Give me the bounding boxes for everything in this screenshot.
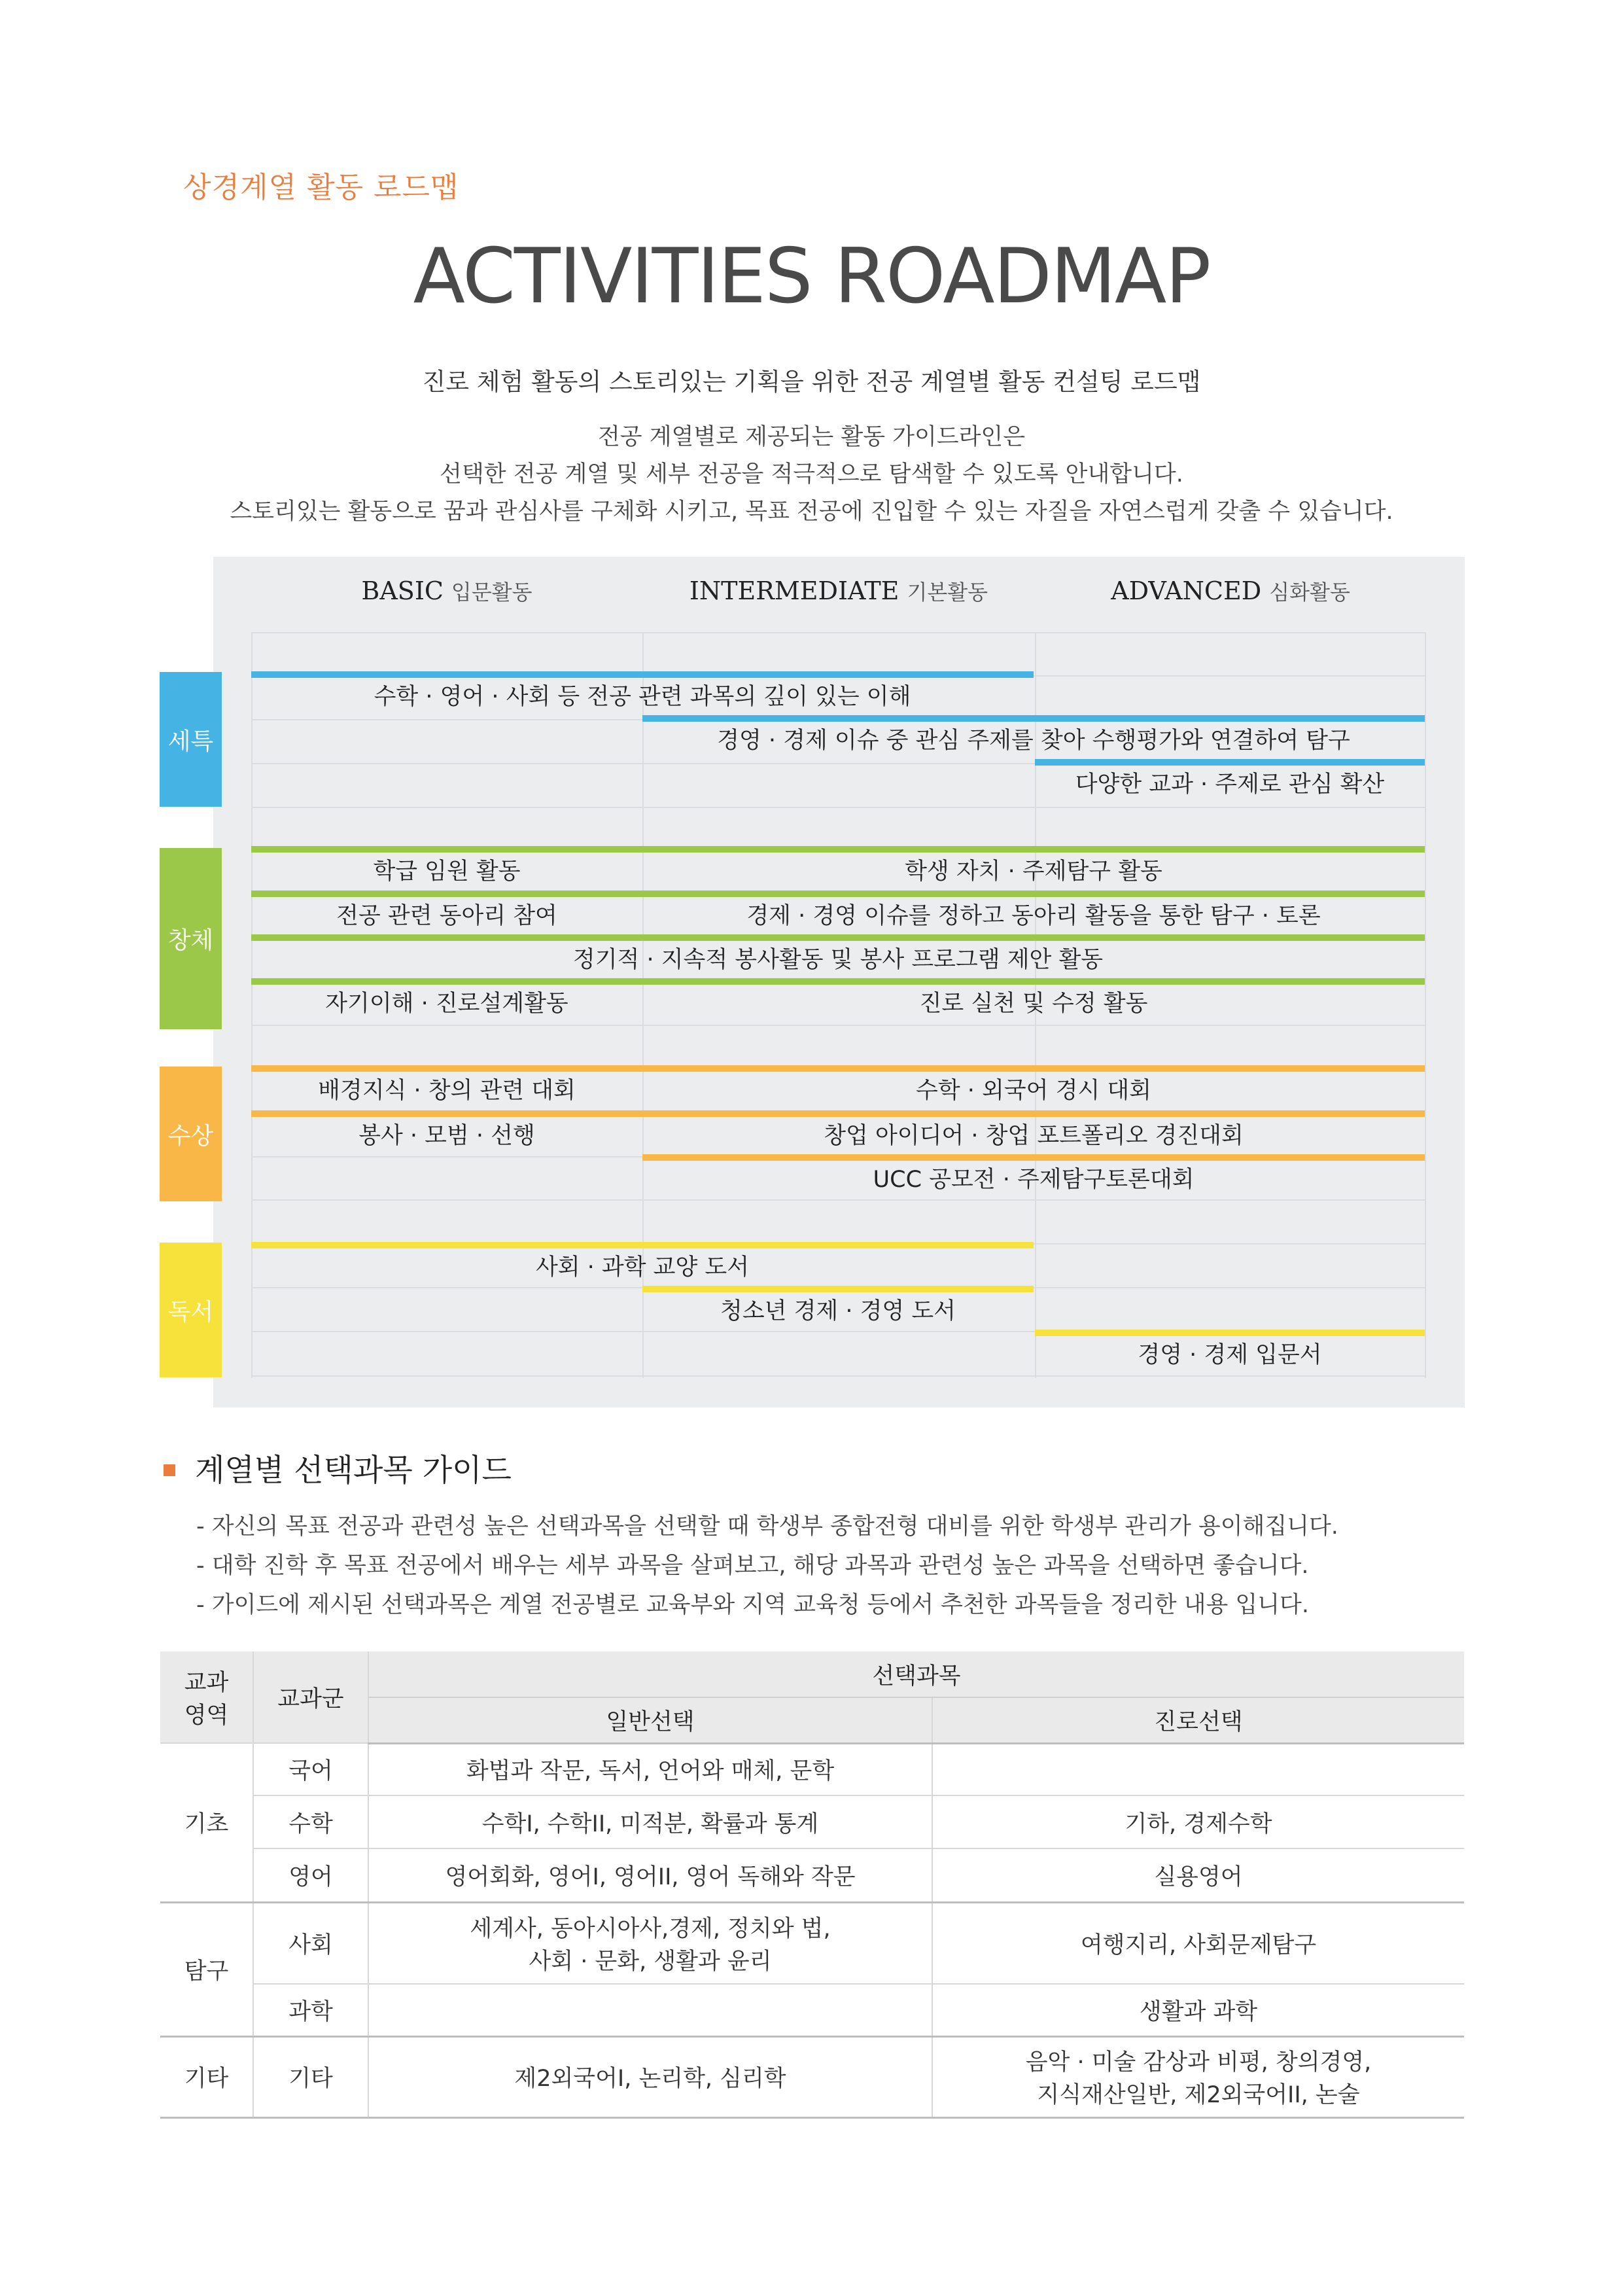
table-row xyxy=(160,1743,1464,1795)
grid-line xyxy=(251,632,1426,633)
cell-area: 기초 xyxy=(160,1743,253,1902)
level-name: BASIC xyxy=(361,576,444,605)
table-row xyxy=(160,1795,1464,1848)
intro-line: 전공 계열별로 제공되는 활동 가이드라인은 xyxy=(597,424,1026,450)
cell-line: 세계사, 동아시아사,경제, 정치와 법, xyxy=(470,1915,831,1942)
header-area-line: 교과 xyxy=(184,1669,229,1696)
category-label: 수상 xyxy=(167,1122,214,1150)
header-career: 진로선택 xyxy=(932,1697,1464,1743)
level-sub: 심화활동 xyxy=(1269,580,1350,605)
table-row xyxy=(160,1984,1464,2036)
cell-career xyxy=(932,2036,1464,2117)
activity-text: 학생 자치 · 주제탐구 활동 xyxy=(905,858,1162,885)
level-header-basic xyxy=(251,576,642,606)
cell-area: 탐구 xyxy=(160,1902,253,2036)
header-general: 일반선택 xyxy=(368,1697,932,1743)
guide-note: - 자신의 목표 전공과 관련성 높은 선택과목을 선택할 때 학생부 종합전형 대비를 위한 학생부 관리가 용이해집니다. xyxy=(196,1513,1338,1540)
activity-bar xyxy=(1035,759,1425,766)
cell-general: 수학I, 수학II, 미적분, 확률과 통계 xyxy=(368,1795,932,1848)
cell-group: 영어 xyxy=(253,1848,368,1902)
level-sub: 기본활동 xyxy=(907,580,988,605)
activity-bar xyxy=(251,846,1425,853)
bullet-square-icon xyxy=(164,1464,175,1476)
activity-text: 경영 · 경제 입문서 xyxy=(1138,1342,1322,1368)
activity-text: 창업 아이디어 · 창업 포트폴리오 경진대회 xyxy=(824,1123,1244,1149)
level-header-intermediate xyxy=(642,576,1035,606)
activity-bar xyxy=(251,891,1425,897)
category-tab-susang xyxy=(160,1067,222,1201)
intro-line: 스토리있는 활동으로 꿈과 관심사를 구체화 시키고, 목표 전공에 진입할 수 있는 자질을 자연스럽게 갖출 수 있습니다. xyxy=(230,499,1393,525)
grid-line xyxy=(251,1199,1426,1201)
activity-text: 경제 · 경영 이슈를 정하고 동아리 활동을 통한 탐구 · 토론 xyxy=(746,903,1321,929)
cell-group: 과학 xyxy=(253,1984,368,2036)
cell-general: 영어회화, 영어I, 영어II, 영어 독해와 작문 xyxy=(368,1848,932,1902)
header-group: 교과군 xyxy=(253,1651,368,1743)
activity-bar xyxy=(251,1110,1425,1117)
grid-line xyxy=(251,1025,1426,1026)
activity-text: 전공 관련 동아리 참여 xyxy=(336,903,557,929)
level-header-advanced xyxy=(1035,576,1426,606)
header-area xyxy=(160,1651,253,1743)
activity-bar xyxy=(251,1242,1034,1248)
activity-bar xyxy=(251,1065,1425,1072)
activity-text: 경영 · 경제 이슈 중 관심 주제를 찾아 수행평가와 연결하여 탐구 xyxy=(717,728,1350,754)
cell-career: 생활과 과학 xyxy=(932,1984,1464,2036)
cell-group: 사회 xyxy=(253,1902,368,1984)
table-row xyxy=(160,1848,1464,1902)
cell-general: 제2외국어I, 논리학, 심리학 xyxy=(368,2036,932,2117)
cell-general: 화법과 작문, 독서, 언어와 매체, 문학 xyxy=(368,1743,932,1795)
level-name: INTERMEDIATE xyxy=(689,576,899,605)
activity-bar xyxy=(1035,1330,1425,1336)
activity-text: 봉사 · 모범 · 선행 xyxy=(358,1123,535,1149)
activity-bar xyxy=(642,1286,1034,1292)
cell-group: 국어 xyxy=(253,1743,368,1795)
grid-line xyxy=(251,1375,1426,1377)
cell-group: 기타 xyxy=(253,2036,368,2117)
activity-text: 진로 실천 및 수정 활동 xyxy=(919,991,1148,1017)
category-label: 상경계열 활동 로드맵 xyxy=(183,171,459,204)
cell-career: 실용영어 xyxy=(932,1848,1464,1902)
page-subtitle: 진로 체험 활동의 스토리있는 기획을 위한 전공 계열별 활동 컨설팅 로드맵 xyxy=(422,368,1201,396)
grid-line xyxy=(251,807,1426,808)
level-name: ADVANCED xyxy=(1111,576,1262,605)
category-tab-changche xyxy=(160,848,222,1029)
category-tab-dokseo xyxy=(160,1243,222,1377)
activity-text: 사회 · 과학 교양 도서 xyxy=(535,1254,750,1280)
activity-text: 학급 임원 활동 xyxy=(373,858,521,885)
cell-area: 기타 xyxy=(160,2036,253,2117)
cell-general xyxy=(368,1984,932,2036)
intro-line: 선택한 전공 계열 및 세부 전공을 적극적으로 탐색할 수 있도록 안내합니다. xyxy=(440,461,1183,487)
category-label: 독서 xyxy=(167,1298,214,1326)
table-row xyxy=(160,1902,1464,1984)
activity-bar xyxy=(251,934,1425,941)
cell-career: 기하, 경제수학 xyxy=(932,1795,1464,1848)
activity-bar xyxy=(642,1154,1425,1161)
activity-text: 수학 · 외국어 경시 대회 xyxy=(916,1078,1151,1104)
cell-line: 지식재산일반, 제2외국어II, 논술 xyxy=(1037,2082,1360,2108)
activity-text: 배경지식 · 창의 관련 대회 xyxy=(318,1078,576,1104)
activity-bar xyxy=(642,715,1425,722)
cell-career xyxy=(932,1743,1464,1795)
cell-group: 수학 xyxy=(253,1795,368,1848)
section-title-text: 계열별 선택과목 가이드 xyxy=(195,1453,512,1489)
level-sub: 입문활동 xyxy=(451,580,532,605)
page-title: ACTIVITIES ROADMAP xyxy=(413,232,1210,321)
activity-text: 수학 · 영어 · 사회 등 전공 관련 과목의 깊이 있는 이해 xyxy=(374,684,911,710)
cell-line: 음악 · 미술 감상과 비평, 창의경영, xyxy=(1025,2049,1372,2075)
activity-bar xyxy=(251,671,1034,678)
grid-line xyxy=(1425,632,1426,1378)
activity-text: 청소년 경제 · 경영 도서 xyxy=(720,1298,956,1324)
activity-text: UCC 공모전 · 주제탐구토론대회 xyxy=(873,1167,1195,1193)
cell-line: 사회 · 문화, 생활과 윤리 xyxy=(529,1948,772,1975)
guide-note: - 대학 진학 후 목표 전공에서 배우는 세부 과목을 살펴보고, 해당 과목과 관련성 높은 과목을 선택하면 좋습니다. xyxy=(196,1553,1309,1579)
guide-note: - 가이드에 제시된 선택과목은 계열 전공별로 교육부와 지역 교육청 등에서 추천한 과목들을 정리한 내용 입니다. xyxy=(196,1592,1309,1618)
section-title xyxy=(164,1446,512,1490)
table-row xyxy=(160,2036,1464,2117)
category-label: 창체 xyxy=(167,927,214,954)
course-table xyxy=(160,1651,1464,2119)
activity-text: 정기적 · 지속적 봉사활동 및 봉사 프로그램 제안 활동 xyxy=(572,947,1104,973)
cell-general xyxy=(368,1902,932,1984)
activity-bar xyxy=(251,978,1425,985)
category-label: 세특 xyxy=(167,728,214,755)
cell-career: 여행지리, 사회문제탐구 xyxy=(932,1902,1464,1984)
activity-text: 다양한 교과 · 주제로 관심 확산 xyxy=(1075,771,1385,798)
activity-text: 자기이해 · 진로설계활동 xyxy=(325,991,568,1017)
header-area-line: 영역 xyxy=(184,1702,229,1729)
header-selection: 선택과목 xyxy=(368,1651,1464,1697)
category-tab-seteuk xyxy=(160,672,222,807)
